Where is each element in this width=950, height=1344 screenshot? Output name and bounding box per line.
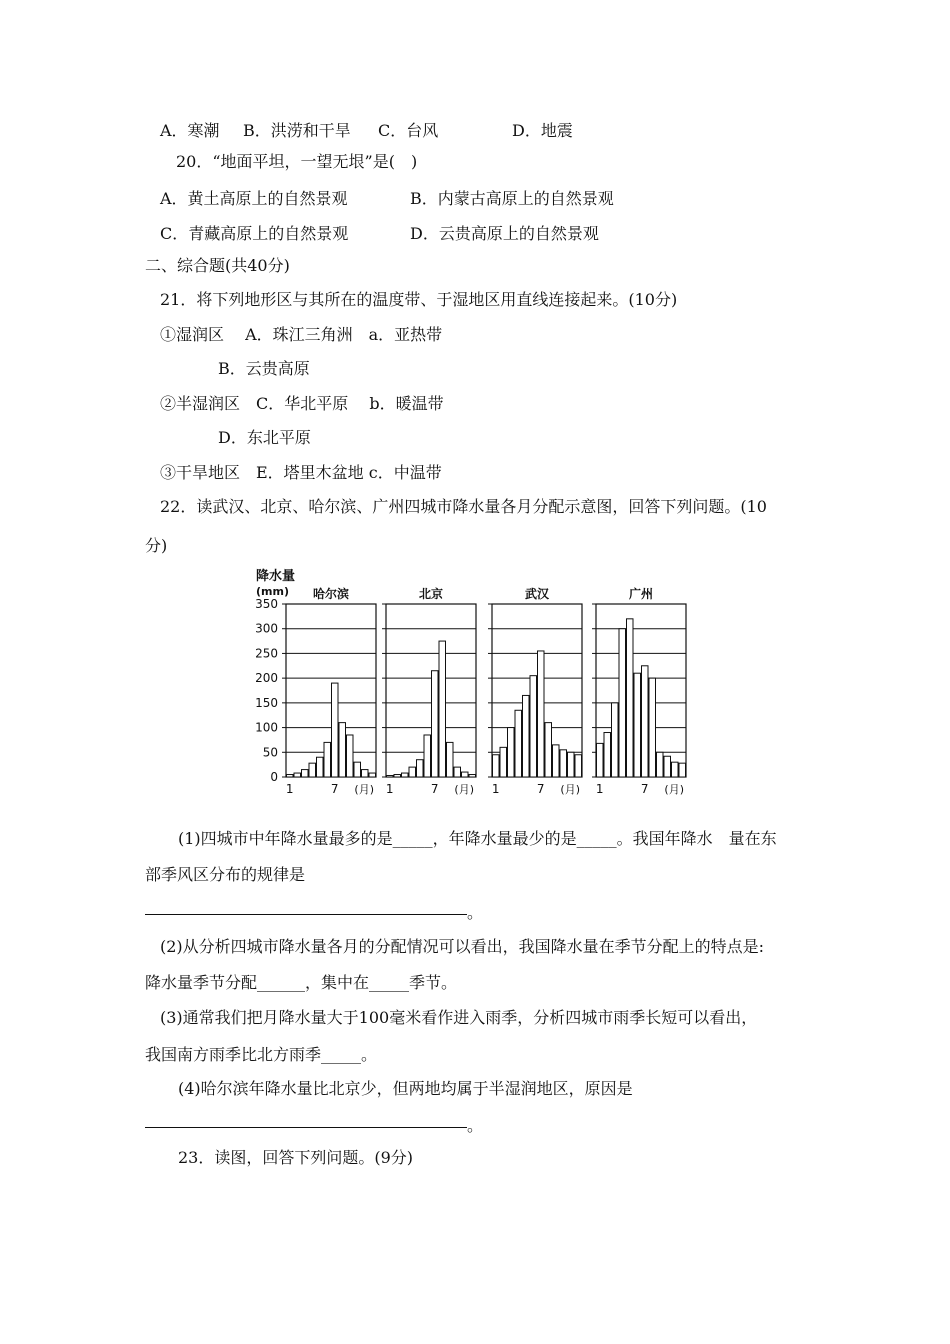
- chart-bar: [309, 763, 316, 777]
- chart-bar: [339, 723, 346, 777]
- q19-option-b: B．洪涝和干旱: [243, 121, 351, 140]
- chart-panel-title: 哈尔滨: [312, 587, 350, 601]
- q20-option-b: B．内蒙古高原上的自然景观: [410, 189, 614, 208]
- chart-ytick-label: 50: [262, 745, 278, 760]
- chart-xtick-label: 7: [330, 782, 339, 796]
- q21-stem: 21．将下列地形区与其所在的温度带、于湿地区用直线连接起来。(10分): [160, 290, 678, 309]
- chart-xtick-label: 1: [285, 782, 294, 796]
- chart-xtick-label: 1: [491, 782, 500, 796]
- q23-stem: 23．读图，回答下列问题。(9分): [178, 1148, 414, 1167]
- chart-panel-title: 武汉: [524, 587, 550, 601]
- q21-row-1: ①湿润区 A．珠江三角洲 a．亚热带: [160, 325, 443, 344]
- chart-xtick-label: 1: [385, 782, 394, 796]
- chart-ytick-label: 300: [255, 621, 278, 636]
- chart-panel-title: 广州: [628, 587, 654, 601]
- chart-bar: [515, 710, 522, 777]
- chart-bar: [538, 651, 545, 777]
- chart-bar: [424, 735, 431, 777]
- chart-bar: [523, 695, 530, 777]
- chart-bar: [447, 742, 454, 777]
- chart-panel-title: 北京: [418, 587, 444, 601]
- chart-bar: [432, 671, 439, 777]
- chart-bar: [530, 676, 537, 777]
- chart-xtick-label: 7: [640, 782, 649, 796]
- chart-bar: [294, 773, 301, 777]
- chart-bar: [508, 728, 515, 777]
- chart-bar: [332, 683, 339, 777]
- q22-sub3-line1: (3)通常我们把月降水量大于100毫米看作进入雨季，分析四城市雨季长短可以看出，: [160, 1008, 758, 1027]
- chart-bar: [664, 756, 671, 777]
- chart-bar: [439, 641, 446, 777]
- chart-xunit-label: (月): [664, 783, 684, 796]
- q22-sub1-line2: 部季风区分布的规律是: [145, 865, 306, 884]
- chart-xtick-label: 1: [595, 782, 604, 796]
- q22-sub1-end: 。: [467, 903, 484, 922]
- chart-xtick-label: 7: [430, 782, 439, 796]
- precipitation-chart: [250, 562, 710, 802]
- q19-option-d: D．地震: [512, 121, 573, 140]
- chart-bar: [324, 742, 331, 777]
- chart-bar: [604, 733, 611, 777]
- section-heading: 二、综合题(共40分): [145, 256, 290, 275]
- chart-xunit-label: (月): [454, 783, 474, 796]
- chart-bar: [500, 747, 507, 777]
- chart-ytick-label: 250: [255, 646, 278, 661]
- chart-bar: [634, 673, 641, 777]
- q20-stem: 20．“地面平坦，一望无垠”是( ): [176, 152, 418, 171]
- chart-bar: [394, 775, 401, 777]
- chart-ytick-label: 0: [270, 770, 278, 784]
- q22-stem-line1: 22．读武汉、北京、哈尔滨、广州四城市降水量各月分配示意图，回答下列问题。(10: [160, 497, 767, 516]
- q20-option-c: C．青藏高原上的自然景观: [160, 224, 349, 243]
- q22-sub1-line1: (1)四城市中年降水量最多的是_____，年降水量最少的是_____。我国年降水 量在东: [178, 829, 777, 848]
- q21-row-3: ②半湿润区 C．华北平原 b．暖温带: [160, 394, 444, 413]
- q22-sub4-end: 。: [467, 1116, 484, 1135]
- chart-bar: [597, 743, 604, 777]
- chart-bar: [679, 763, 686, 777]
- chart-bar: [642, 666, 649, 777]
- chart-bar: [619, 629, 626, 777]
- chart-ytick-label: 100: [255, 720, 278, 735]
- chart-bar: [560, 750, 567, 777]
- chart-bar: [462, 772, 469, 777]
- chart-bar: [493, 755, 500, 777]
- chart-bar: [362, 770, 369, 777]
- chart-ytick-label: 150: [255, 695, 278, 710]
- chart-ytick-label: 200: [255, 671, 278, 686]
- chart-bar: [657, 752, 664, 777]
- chart-bar: [553, 745, 560, 777]
- chart-bar: [347, 735, 354, 777]
- q21-row-5: ③干旱地区 E．塔里木盆地 c．中温带: [160, 463, 442, 482]
- q22-sub2-line1: (2)从分析四城市降水量各月的分配情况可以看出，我国降水量在季节分配上的特点是:: [160, 937, 765, 956]
- q22-sub2-line2: 降水量季节分配______，集中在_____季节。: [145, 973, 458, 992]
- chart-bar: [409, 767, 416, 777]
- chart-bar: [417, 760, 424, 777]
- chart-bar: [469, 775, 476, 777]
- answer-line-1: [145, 914, 467, 915]
- chart-yunit: (mm): [256, 585, 289, 598]
- answer-line-2: [145, 1127, 467, 1128]
- chart-bar: [612, 703, 619, 777]
- chart-bar: [568, 752, 575, 777]
- chart-ylabel: 降水量: [256, 569, 296, 584]
- chart-bar: [287, 775, 294, 777]
- q22-sub3-line2: 我国南方雨季比北方雨季_____。: [145, 1045, 378, 1064]
- chart-bar: [317, 757, 324, 777]
- q22-stem-line2: 分): [145, 536, 168, 555]
- chart-bar: [402, 773, 409, 777]
- q19-option-c: C．台风: [378, 121, 439, 140]
- q21-row-4: D．东北平原: [218, 428, 311, 447]
- chart-bar: [575, 755, 582, 777]
- q22-sub4-line1: (4)哈尔滨年降水量比北京少，但两地均属于半湿润地区，原因是: [178, 1079, 633, 1098]
- chart-xunit-label: (月): [560, 783, 580, 796]
- chart-xunit-label: (月): [354, 783, 374, 796]
- q20-option-d: D．云贵高原上的自然景观: [410, 224, 599, 243]
- q19-option-a: A．寒潮: [160, 121, 220, 140]
- chart-bar: [545, 723, 552, 777]
- chart-xtick-label: 7: [536, 782, 545, 796]
- q20-option-a: A．黄土高原上的自然景观: [160, 189, 348, 208]
- chart-bar: [627, 619, 634, 777]
- chart-bar: [672, 762, 679, 777]
- chart-bar: [354, 762, 361, 777]
- chart-bar: [387, 776, 394, 777]
- chart-bar: [369, 773, 376, 777]
- chart-bar: [649, 678, 656, 777]
- q21-row-2: B．云贵高原: [218, 359, 310, 378]
- chart-bar: [454, 767, 461, 777]
- chart-ytick-label: 350: [255, 597, 278, 611]
- chart-bar: [302, 770, 309, 777]
